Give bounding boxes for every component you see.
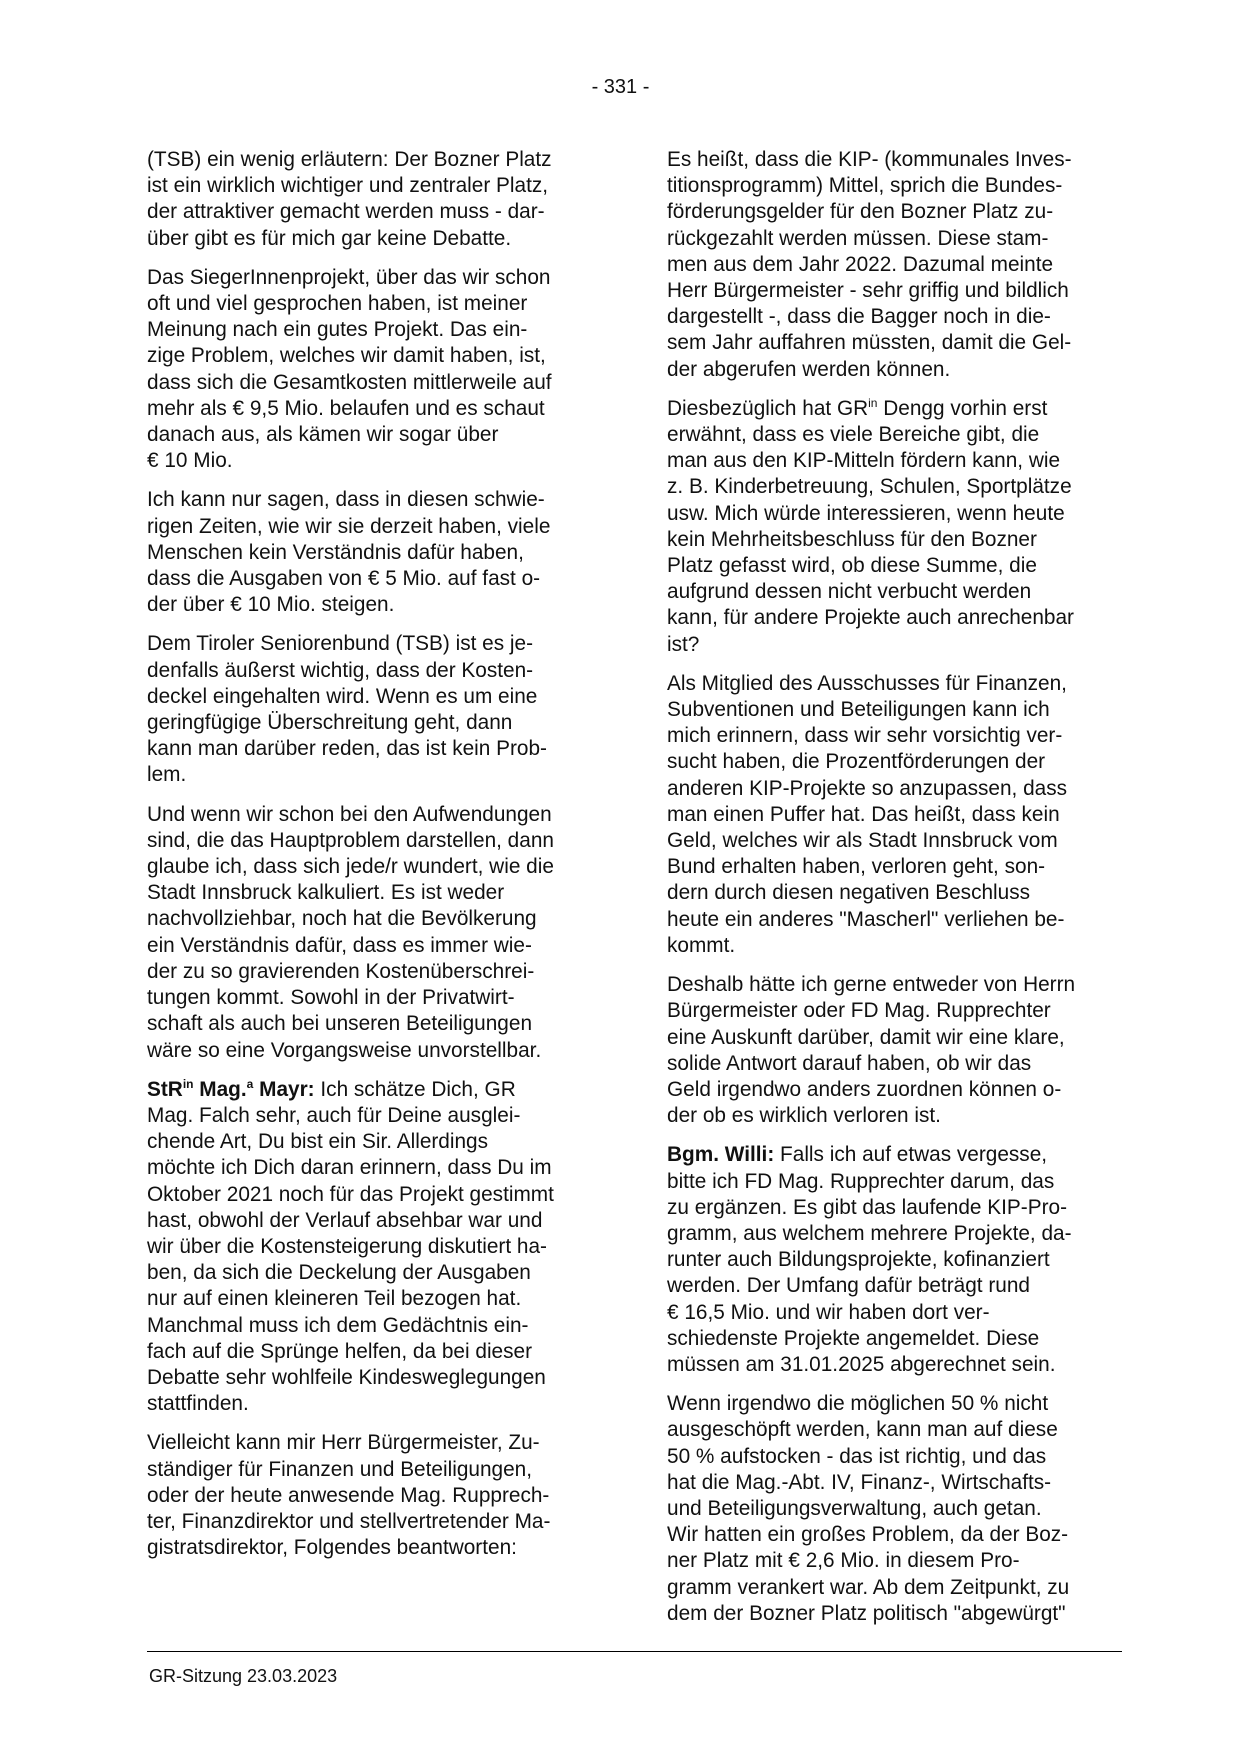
text-line bbox=[147, 658, 597, 684]
line-text: anderen KIP-Projekte so anzupassen, dass bbox=[667, 776, 1068, 800]
text-line bbox=[147, 265, 597, 291]
text-line bbox=[147, 1038, 597, 1064]
line-text: Herr Bürgermeister - sehr griffig und bildlich bbox=[667, 279, 1069, 303]
line-text: man einen Puffer hat. Das heißt, dass kein bbox=[667, 802, 1060, 826]
line-text: werden. Der Umfang dafür beträgt rund bbox=[667, 1274, 1030, 1298]
text-line bbox=[147, 592, 597, 618]
text-line bbox=[147, 1155, 597, 1181]
text-line bbox=[667, 527, 1122, 553]
text-line bbox=[667, 880, 1122, 906]
paragraph bbox=[667, 1391, 1122, 1627]
text-line bbox=[667, 1352, 1122, 1378]
line-text: ben, da sich die Deckelung der Ausgaben bbox=[147, 1261, 531, 1285]
line-text: ist ein wirklich wichtiger und zentraler Platz, bbox=[147, 174, 549, 198]
text-line bbox=[667, 828, 1122, 854]
text-line bbox=[667, 605, 1122, 631]
text-line bbox=[667, 1496, 1122, 1522]
line-text: glaube ich, dass sich jede/r wundert, wie die bbox=[147, 855, 554, 879]
text-line bbox=[667, 802, 1122, 828]
line-text: kein Mehrheitsbeschluss für den Bozner bbox=[667, 527, 1037, 551]
line-text: oder der heute anwesende Mag. Rupprech- bbox=[147, 1483, 550, 1507]
text-line bbox=[147, 985, 597, 1011]
line-text: über gibt es für mich gar keine Debatte. bbox=[147, 226, 512, 250]
text-line bbox=[147, 226, 597, 252]
text-line bbox=[147, 448, 597, 474]
text-line bbox=[147, 1313, 597, 1339]
text-line bbox=[667, 1522, 1122, 1548]
line-text: nur auf einen kleineren Teil bezogen hat. bbox=[147, 1287, 522, 1311]
text-line bbox=[147, 370, 597, 396]
line-text: sem Jahr auffahren müssten, damit die Gel- bbox=[667, 331, 1072, 355]
text-line bbox=[147, 762, 597, 788]
line-text: dargestellt -, dass die Bagger noch in die- bbox=[667, 305, 1051, 329]
text-line bbox=[147, 1509, 597, 1535]
line-text: denfalls äußerst wichtig, dass der Kosten- bbox=[147, 658, 534, 682]
line-text: heute ein anderes "Mascherl" verliehen be- bbox=[667, 907, 1065, 931]
line-text: geringfügige Überschreitung geht, dann bbox=[147, 711, 513, 735]
text-line bbox=[147, 1103, 597, 1129]
text-line bbox=[147, 566, 597, 592]
text-line bbox=[147, 291, 597, 317]
text-line bbox=[147, 396, 597, 422]
text-line bbox=[667, 226, 1122, 252]
text-line bbox=[667, 1221, 1122, 1247]
line-text: € 16,5 Mio. und wir haben dort ver- bbox=[667, 1300, 990, 1324]
paragraph bbox=[147, 1430, 597, 1561]
text-line bbox=[147, 317, 597, 343]
line-text: dern durch diesen negativen Beschluss bbox=[667, 881, 1031, 905]
text-line bbox=[667, 448, 1122, 474]
paragraph bbox=[667, 396, 1122, 658]
line-text: aufgrund dessen nicht verbucht werden bbox=[667, 580, 1032, 604]
text-line bbox=[667, 1391, 1122, 1417]
text-line bbox=[147, 1286, 597, 1312]
line-text: schiedenste Projekte angemeldet. Diese bbox=[667, 1326, 1040, 1350]
text-line bbox=[147, 906, 597, 932]
line-text: Geld, welches wir als Stadt Innsbruck vom bbox=[667, 829, 1058, 853]
text-line bbox=[667, 1142, 1122, 1168]
line-text: runter auch Bildungsprojekte, kofinanziert bbox=[667, 1248, 1050, 1272]
text-line bbox=[667, 1077, 1122, 1103]
line-text: der abgerufen werden können. bbox=[667, 357, 951, 381]
line-text: möchte ich Dich daran erinnern, dass Du im bbox=[147, 1156, 552, 1180]
text-line bbox=[667, 173, 1122, 199]
line-text: chende Art, Du bist ein Sir. Allerdings bbox=[147, 1130, 489, 1154]
line-text: gistratsdirektor, Folgendes beantworten: bbox=[147, 1536, 517, 1560]
paragraph bbox=[147, 802, 597, 1064]
page-number: - 331 - bbox=[591, 76, 650, 98]
line-text: gramm verankert war. Ab dem Zeitpunkt, zu bbox=[667, 1575, 1070, 1599]
text-line bbox=[147, 514, 597, 540]
line-text: Falls ich auf etwas vergesse, bbox=[774, 1143, 1048, 1167]
line-text: Deshalb hätte ich gerne entweder von Herrn bbox=[667, 973, 1076, 997]
line-text: Ich kann nur sagen, dass in diesen schwie- bbox=[147, 488, 545, 512]
paragraph bbox=[667, 671, 1122, 959]
line-text: z. B. Kinderbetreuung, Schulen, Sportplätze bbox=[667, 475, 1072, 499]
left-column bbox=[147, 147, 597, 1574]
text-line bbox=[147, 1208, 597, 1234]
line-text: Geld irgendwo anders zuordnen können o- bbox=[667, 1077, 1062, 1101]
text-line bbox=[667, 1169, 1122, 1195]
line-text: erwähnt, dass es viele Bereiche gibt, die bbox=[667, 423, 1040, 447]
line-text: stattfinden. bbox=[147, 1392, 249, 1416]
text-line bbox=[667, 304, 1122, 330]
line-text: rückgezahlt werden müssen. Diese stam- bbox=[667, 226, 1049, 250]
text-line bbox=[147, 684, 597, 710]
text-line bbox=[667, 749, 1122, 775]
line-text: Dem Tiroler Seniorenbund (TSB) ist es je- bbox=[147, 632, 534, 656]
text-line bbox=[147, 540, 597, 566]
text-line bbox=[147, 173, 597, 199]
line-text: danach aus, als kämen wir sogar über bbox=[147, 423, 499, 447]
text-line bbox=[147, 736, 597, 762]
text-line bbox=[667, 998, 1122, 1024]
line-text: ein Verständnis dafür, dass es immer wie- bbox=[147, 933, 532, 957]
text-line bbox=[667, 252, 1122, 278]
line-text: man aus den KIP-Mitteln fördern kann, wie bbox=[667, 449, 1061, 473]
line-text: mich erinnern, dass wir sehr vorsichtig ver- bbox=[667, 724, 1063, 748]
text-line bbox=[667, 1470, 1122, 1496]
text-line bbox=[667, 396, 1122, 422]
line-text: Und wenn wir schon bei den Aufwendungen bbox=[147, 802, 552, 826]
text-line bbox=[667, 1326, 1122, 1352]
text-line bbox=[667, 422, 1122, 448]
line-text: € 10 Mio. bbox=[147, 449, 233, 473]
line-text: der zu so gravierenden Kostenüberschrei- bbox=[147, 959, 535, 983]
text-line bbox=[147, 1260, 597, 1286]
line-text: kommt. bbox=[667, 933, 736, 957]
text-line bbox=[667, 1247, 1122, 1273]
line-text: Wenn irgendwo die möglichen 50 % nicht bbox=[667, 1392, 1049, 1416]
text-line bbox=[667, 1103, 1122, 1129]
paragraph bbox=[147, 265, 597, 475]
line-text: bitte ich FD Mag. Rupprechter darum, das bbox=[667, 1169, 1055, 1193]
text-line bbox=[667, 1444, 1122, 1470]
line-text: dem der Bozner Platz politisch "abgewürgt" bbox=[667, 1601, 1066, 1625]
line-text: Es heißt, dass die KIP- (kommunales Inves- bbox=[667, 148, 1072, 171]
line-text: (TSB) ein wenig erläutern: Der Bozner Platz bbox=[147, 148, 552, 171]
text-line bbox=[147, 1457, 597, 1483]
text-line bbox=[667, 723, 1122, 749]
line-text: sind, die das Hauptproblem darstellen, dann bbox=[147, 828, 554, 852]
line-text: dass die Ausgaben von € 5 Mio. auf fast o- bbox=[147, 567, 541, 591]
speaker-name: StR$^{in}$ Mag.$^a$ Mayr: bbox=[147, 1076, 315, 1101]
line-text: hat die Mag.-Abt. IV, Finanz-, Wirtschafts- bbox=[667, 1470, 1052, 1494]
text-line bbox=[667, 1548, 1122, 1574]
text-line bbox=[667, 1300, 1122, 1326]
line-text: 50 % aufstocken - das ist richtig, und das bbox=[667, 1444, 1047, 1468]
line-text: ter, Finanzdirektor und stellvertretender Ma- bbox=[147, 1509, 551, 1533]
line-text: förderungsgelder für den Bozner Platz zu- bbox=[667, 200, 1054, 224]
line-text: sucht haben, die Prozentförderungen der bbox=[667, 750, 1046, 774]
text-line bbox=[667, 579, 1122, 605]
line-text: ner Platz mit € 2,6 Mio. in diesem Pro- bbox=[667, 1549, 1020, 1573]
paragraph bbox=[667, 1142, 1122, 1378]
text-line bbox=[147, 343, 597, 369]
text-line bbox=[147, 1430, 597, 1456]
paragraph bbox=[147, 631, 597, 788]
text-line bbox=[147, 1391, 597, 1417]
text-line bbox=[667, 933, 1122, 959]
text-line bbox=[147, 1339, 597, 1365]
line-text: müssen am 31.01.2025 abgerechnet sein. bbox=[667, 1352, 1056, 1376]
text-line bbox=[667, 330, 1122, 356]
line-text: Menschen kein Verständnis dafür haben, bbox=[147, 540, 524, 564]
text-line bbox=[667, 1025, 1122, 1051]
line-text: zige Problem, welches wir damit haben, ist, bbox=[147, 344, 546, 368]
text-line bbox=[667, 972, 1122, 998]
text-line bbox=[667, 199, 1122, 225]
text-line bbox=[667, 278, 1122, 304]
text-line bbox=[667, 501, 1122, 527]
text-line bbox=[147, 487, 597, 513]
line-text: dass sich die Gesamtkosten mittlerweile auf bbox=[147, 370, 552, 394]
line-text: Debatte sehr wohlfeile Kindesweglegungen bbox=[147, 1365, 546, 1389]
text-line bbox=[147, 933, 597, 959]
text-line bbox=[667, 776, 1122, 802]
line-text: Stadt Innsbruck kalkuliert. Es ist weder bbox=[147, 881, 505, 905]
text-line bbox=[147, 959, 597, 985]
line-text: der ob es wirklich verloren ist. bbox=[667, 1104, 941, 1128]
text-line bbox=[667, 357, 1122, 383]
line-text: zu ergänzen. Es gibt das laufende KIP-Pro- bbox=[667, 1195, 1067, 1219]
line-text: oft und viel gesprochen haben, ist meiner bbox=[147, 292, 528, 316]
line-text: deckel eingehalten wird. Wenn es um eine bbox=[147, 684, 538, 708]
text-line bbox=[667, 1417, 1122, 1443]
text-line bbox=[667, 1601, 1122, 1627]
text-line bbox=[147, 1365, 597, 1391]
line-text: Diesbezüglich hat $GR^{in}$ Dengg vorhin erst bbox=[667, 395, 1048, 420]
paragraph bbox=[147, 487, 597, 618]
line-text: usw. Mich würde interessieren, wenn heute bbox=[667, 501, 1065, 525]
line-text: Bund erhalten haben, verloren geht, son- bbox=[667, 855, 1046, 879]
footer-session-date: GR-Sitzung 23.03.2023 bbox=[149, 1666, 338, 1686]
text-line bbox=[667, 907, 1122, 933]
line-text: und Beteiligungsverwaltung, auch getan. bbox=[667, 1496, 1042, 1520]
text-line bbox=[667, 632, 1122, 658]
line-text: Meinung nach ein gutes Projekt. Das ein- bbox=[147, 318, 528, 342]
line-text: wir über die Kostensteigerung diskutiert ha- bbox=[147, 1234, 547, 1258]
line-text: gramm, aus welchem mehrere Projekte, da- bbox=[667, 1221, 1072, 1245]
line-text: mehr als € 9,5 Mio. belaufen und es schaut bbox=[147, 396, 545, 420]
line-text: tungen kommt. Sowohl in der Privatwirt- bbox=[147, 986, 515, 1010]
line-text: Ich schätze Dich, GR bbox=[314, 1077, 516, 1101]
line-text: eine Auskunft darüber, damit wir eine klare, bbox=[667, 1025, 1065, 1049]
line-text: Manchmal muss ich dem Gedächtnis ein- bbox=[147, 1313, 529, 1337]
text-line bbox=[147, 880, 597, 906]
text-line bbox=[147, 199, 597, 225]
line-text: schaft als auch bei unseren Beteiligungen bbox=[147, 1012, 533, 1036]
line-text: Subventionen und Beteiligungen kann ich bbox=[667, 698, 1050, 722]
line-text: ständiger für Finanzen und Beteiligungen, bbox=[147, 1457, 533, 1481]
line-text: solide Antwort darauf haben, ob wir das bbox=[667, 1051, 1032, 1075]
text-line bbox=[147, 828, 597, 854]
paragraph bbox=[147, 147, 597, 252]
line-text: Vielleicht kann mir Herr Bürgermeister, Zu- bbox=[147, 1431, 540, 1455]
text-line bbox=[147, 1182, 597, 1208]
text-line bbox=[147, 1129, 597, 1155]
text-line bbox=[147, 1234, 597, 1260]
line-text: ist? bbox=[667, 632, 700, 656]
line-text: Als Mitglied des Ausschusses für Finanzen, bbox=[667, 671, 1067, 695]
line-text: Oktober 2021 noch für das Projekt gestimmt bbox=[147, 1182, 554, 1206]
line-text: Wir hatten ein großes Problem, da der Boz- bbox=[667, 1523, 1069, 1547]
line-text: Das SiegerInnenprojekt, über das wir schon bbox=[147, 265, 551, 289]
line-text: kann, für andere Projekte auch anrechenbar bbox=[667, 606, 1074, 630]
line-text: men aus dem Jahr 2022. Dazumal meinte bbox=[667, 252, 1054, 276]
text-line bbox=[147, 631, 597, 657]
text-line bbox=[667, 671, 1122, 697]
text-line bbox=[667, 1273, 1122, 1299]
line-text: rigen Zeiten, wie wir sie derzeit haben, viele bbox=[147, 514, 551, 538]
text-line bbox=[147, 1535, 597, 1561]
speaker-name: Bgm. Willi: bbox=[667, 1143, 775, 1167]
line-text: wäre so eine Vorgangsweise unvorstellbar. bbox=[147, 1038, 542, 1062]
text-line bbox=[147, 854, 597, 880]
line-text: titionsprogramm) Mittel, sprich die Bundes- bbox=[667, 174, 1063, 198]
line-text: Bürgermeister oder FD Mag. Rupprechter bbox=[667, 999, 1051, 1023]
text-line bbox=[667, 1575, 1122, 1601]
paragraph bbox=[667, 972, 1122, 1129]
text-line bbox=[667, 697, 1122, 723]
text-line bbox=[667, 147, 1122, 173]
text-line bbox=[667, 1051, 1122, 1077]
text-line bbox=[147, 710, 597, 736]
line-text: fach auf die Sprünge helfen, da bei dieser bbox=[147, 1339, 533, 1363]
text-line bbox=[147, 147, 597, 173]
paragraph bbox=[147, 1077, 597, 1418]
line-text: nachvollziehbar, noch hat die Bevölkerung bbox=[147, 907, 537, 931]
footer-rule bbox=[147, 1651, 1122, 1652]
text-line bbox=[147, 422, 597, 448]
text-line bbox=[147, 1077, 597, 1103]
right-column bbox=[667, 147, 1122, 1640]
text-line bbox=[667, 474, 1122, 500]
line-text: der attraktiver gemacht werden muss - dar- bbox=[147, 200, 545, 224]
line-text: lem. bbox=[147, 763, 187, 787]
line-text: Platz gefasst wird, ob diese Summe, die bbox=[667, 554, 1037, 578]
paragraph bbox=[667, 147, 1122, 383]
line-text: der über € 10 Mio. steigen. bbox=[147, 593, 395, 617]
text-line bbox=[147, 802, 597, 828]
text-line bbox=[667, 854, 1122, 880]
text-line bbox=[667, 553, 1122, 579]
line-text: hast, obwohl der Verlauf absehbar war und bbox=[147, 1208, 543, 1232]
text-line bbox=[667, 1195, 1122, 1221]
line-text: kann man darüber reden, das ist kein Prob- bbox=[147, 737, 547, 761]
line-text: ausgeschöpft werden, kann man auf diese bbox=[667, 1418, 1058, 1442]
text-line bbox=[147, 1483, 597, 1509]
line-text: Mag. Falch sehr, auch für Deine ausglei- bbox=[147, 1103, 521, 1127]
text-line bbox=[147, 1011, 597, 1037]
